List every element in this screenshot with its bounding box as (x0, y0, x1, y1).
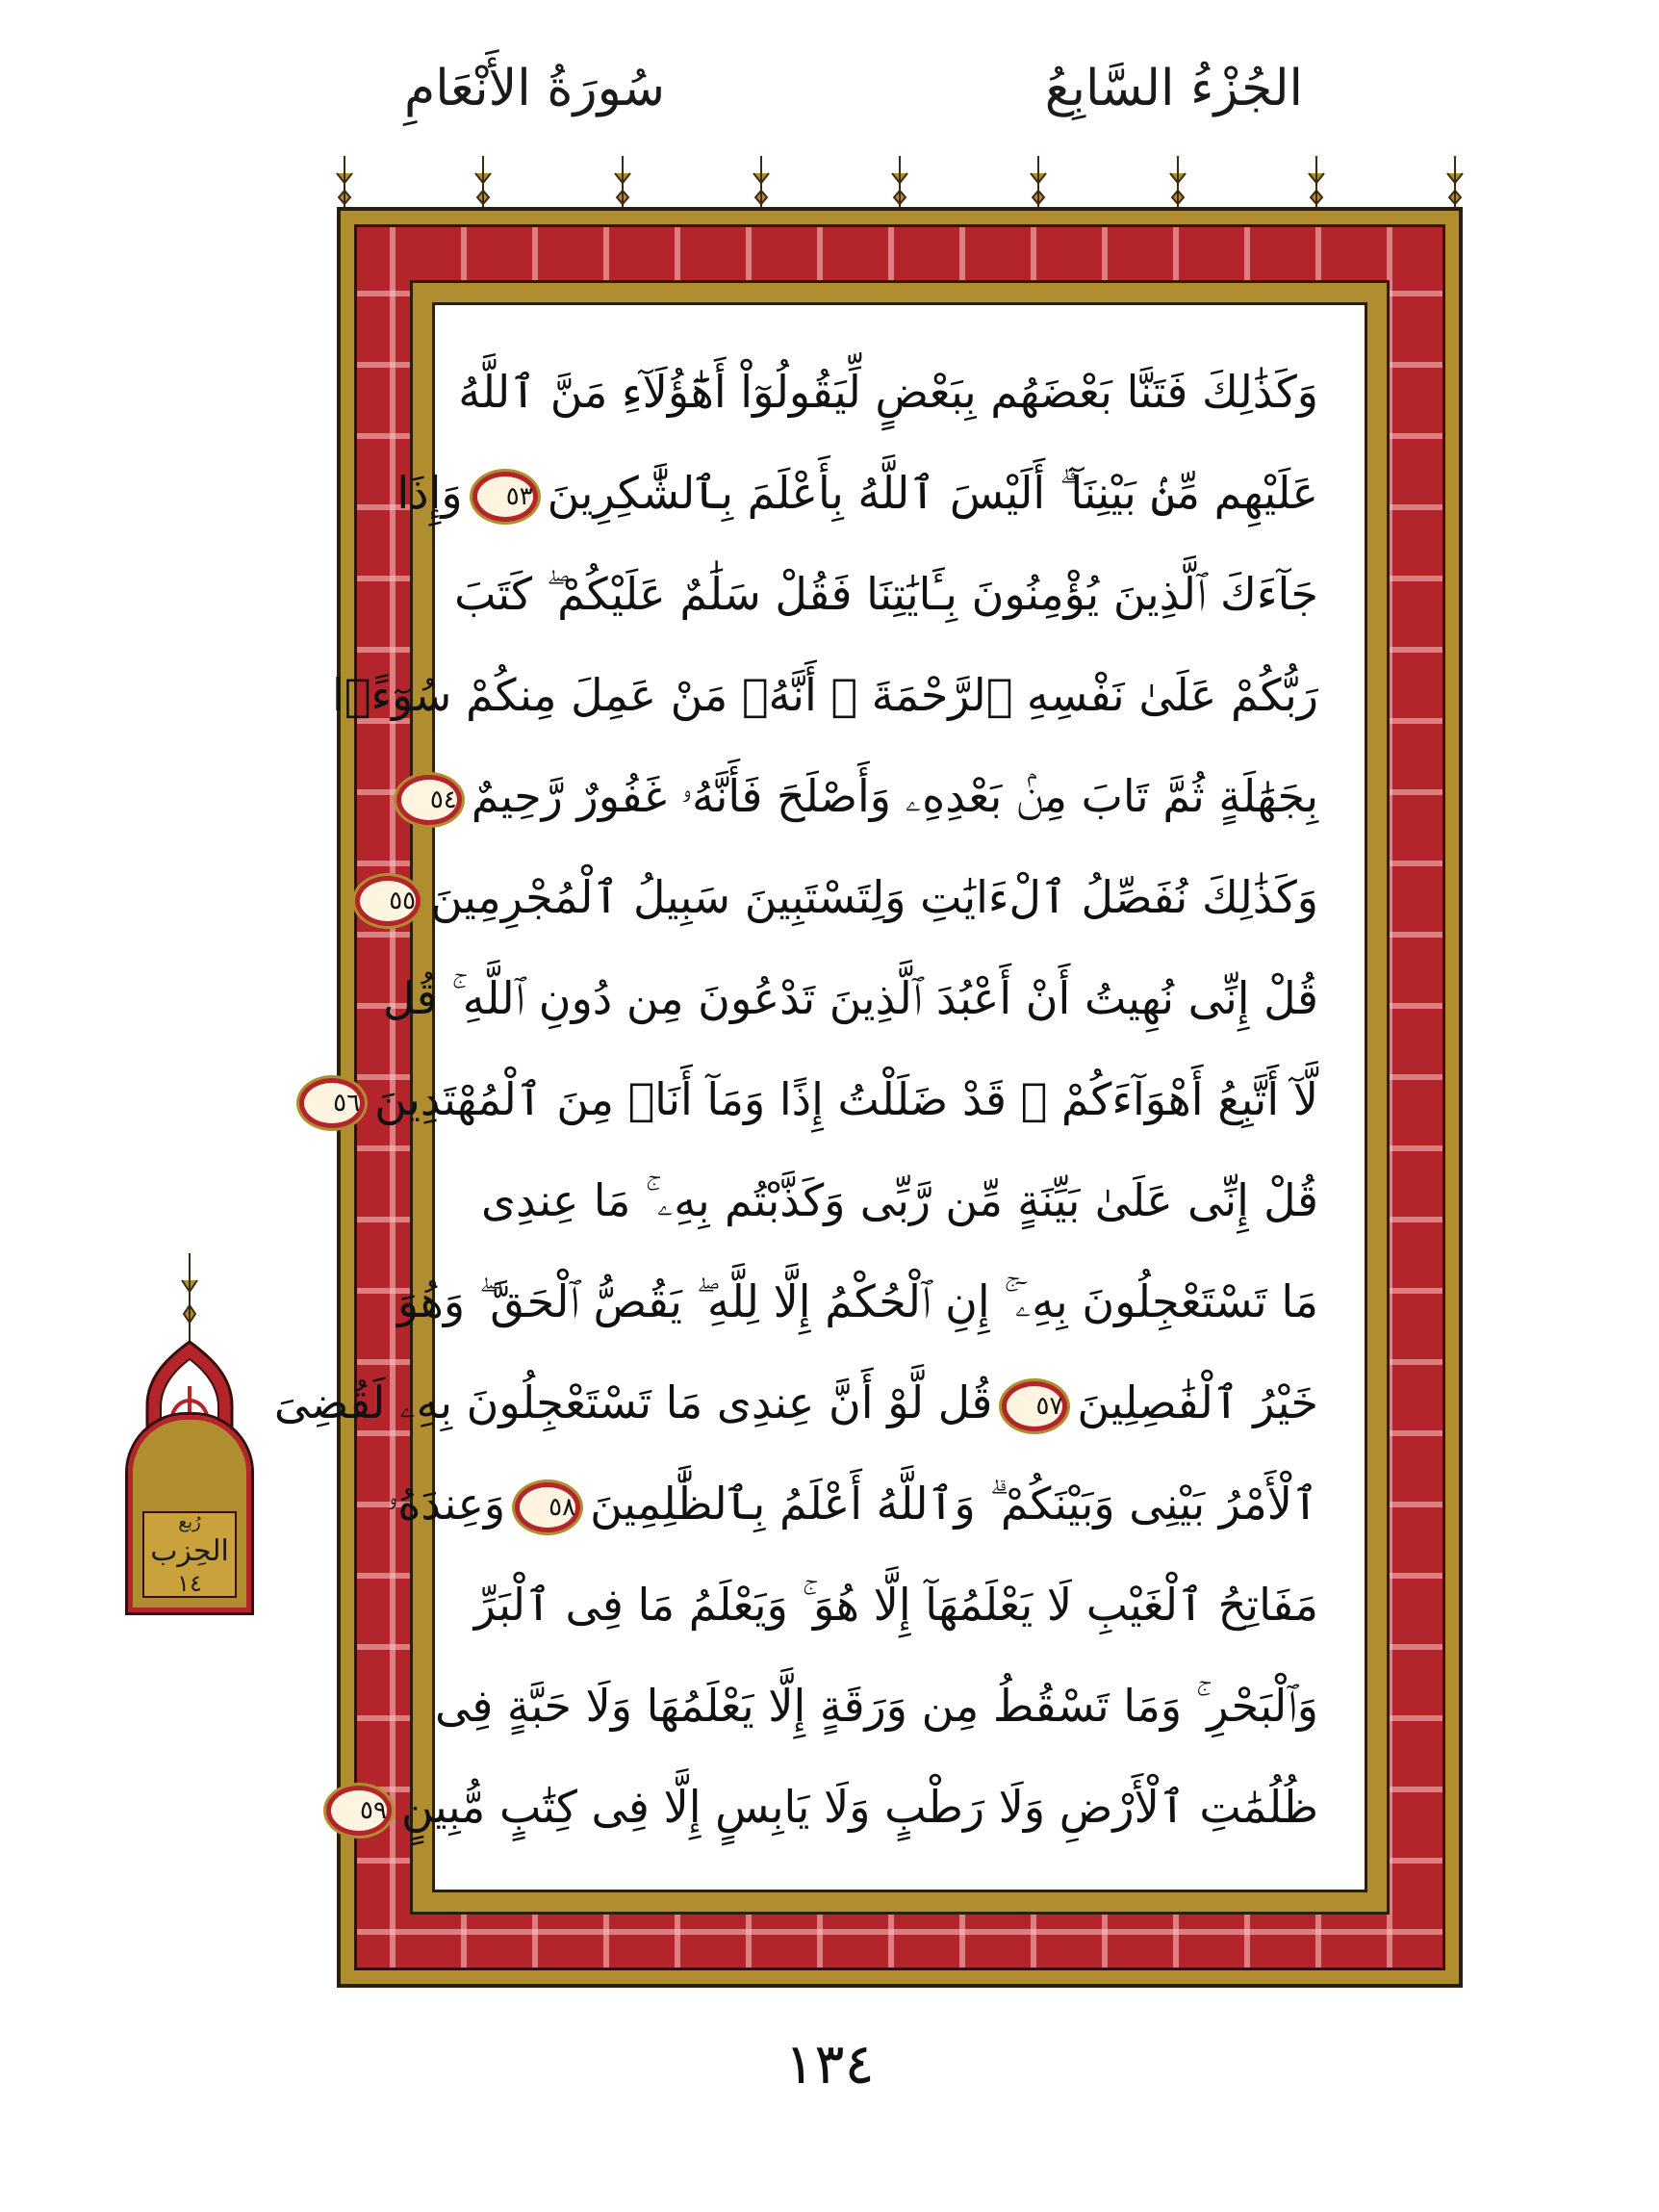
text-line-6 (389, 847, 1318, 948)
line-text: خَيْرُ ٱلْفَٰصِلِينَ (1077, 1376, 1318, 1428)
hizb-marker (120, 1251, 260, 1656)
ayah-marker: ٥٦ (299, 1078, 365, 1128)
text-line-4: رَبُّكُمْ عَلَىٰ نَفْسِهِ ٱلرَّحْمَةَ ۖ أَنَّهُۥ مَنْ عَمِلَ مِنكُمْ سُوٓءًۢا (332, 669, 1318, 721)
hizb-quarter: رُبع (178, 1512, 201, 1532)
line-text: عَلَيْهِم مِّنۢ بَيْنِنَآ ۗ أَلَيْسَ ٱللَّهُ بِأَعْلَمَ بِٱلشَّٰكِرِينَ (547, 467, 1318, 519)
frame-inner-gold (273, 280, 1390, 1915)
text-line-2 (396, 443, 1318, 544)
ayah-marker: ٥٥ (355, 876, 421, 926)
hizb-finial-icon (178, 1251, 201, 1348)
hizb-box (128, 1415, 251, 1612)
ayah-marker: ٥٣ (472, 472, 538, 522)
page-header-juz: الجُزْءُ السَّابِعُ (1044, 60, 1303, 117)
text-line-3: جَآءَكَ ٱلَّذِينَ يُؤْمِنُونَ بِـَٔايَٰتِنَا فَقُلْ سَلَٰمٌ عَلَيْكُمْ ۖ كَتَبَ (454, 568, 1318, 620)
text-line-10: مَا تَسْتَعْجِلُونَ بِهِۦٓ ۚ إِنِ ٱلْحُكْمُ إِلَّا لِلَّهِ ۖ يَقُصُّ ٱلْحَقَّ ۖ وَهُوَ (396, 1275, 1318, 1327)
page-number: ١٣٤ (784, 2031, 875, 2096)
text-area (273, 302, 1367, 1892)
hizb-label-panel (142, 1511, 237, 1598)
text-line-1: وَكَذَٰلِكَ فَتَنَّا بَعْضَهُم بِبَعْضٍ لِّيَقُولُوٓاْ أَهَٰٓؤُلَآءِ مَنَّ ٱللَّهُ (458, 366, 1318, 418)
line-text: وَإِذَا (396, 467, 463, 519)
ayah-marker: ٥٤ (396, 775, 462, 825)
text-line-8 (333, 1049, 1318, 1150)
line-text: ٱلْأَمْرُ بَيْنِى وَبَيْنَكُمْ ۗ وَٱللَّهُ أَعْلَمُ بِٱلظَّٰلِمِينَ (590, 1478, 1318, 1530)
text-line-13: مَفَاتِحُ ٱلْغَيْبِ لَا يَعْلَمُهَآ إِلَّا هُوَ ۚ وَيَعْلَمُ مَا فِى ٱلْبَرِّ (473, 1579, 1318, 1631)
hizb-label: الحِزب (150, 1534, 229, 1568)
text-line-14: وَٱلْبَحْرِ ۚ وَمَا تَسْقُطُ مِن وَرَقَةٍ إِلَّا يَعْلَمُهَا وَلَا حَبَّةٍ فِى (434, 1680, 1318, 1732)
line-text: وَكَذَٰلِكَ نُفَصِّلُ ٱلْءَايَٰتِ وَلِتَسْتَبِينَ سَبِيلُ ٱلْمُجْرِمِينَ (430, 871, 1318, 923)
text-line-12 (386, 1453, 1318, 1555)
ornamental-frame (273, 207, 1463, 1988)
ayah-marker: ٥٨ (515, 1482, 580, 1532)
text-line-9: قُلْ إِنِّى عَلَىٰ بَيِّنَةٍ مِّن رَّبِّى وَكَذَّبْتُم بِهِۦ ۚ مَا عِندِى (481, 1174, 1318, 1226)
hizb-number: ١٤ (177, 1570, 202, 1597)
ayah-marker: ٥٩ (326, 1786, 392, 1836)
page-header-surah: سُورَةُ الأَنْعَامِ (404, 60, 666, 117)
line-text: قُل لَّوْ أَنَّ عِندِى مَا تَسْتَعْجِلُونَ بِهِۦ لَقُضِىَ (273, 1376, 993, 1428)
text-line-7: قُلْ إِنِّى نُهِيتُ أَنْ أَعْبُدَ ٱلَّذِينَ تَدْعُونَ مِن دُونِ ٱللَّهِ ۚ قُل (382, 972, 1318, 1024)
text-line-5 (429, 746, 1318, 847)
line-text: بِجَهَٰلَةٍ ثُمَّ تَابَ مِنۢ بَعْدِهِۦ وَأَصْلَحَ فَأَنَّهُۥ غَفُورٌ رَّحِيمٌ (471, 770, 1318, 822)
line-text: ظُلُمَٰتِ ٱلْأَرْضِ وَلَا رَطْبٍ وَلَا يَابِسٍ إِلَّا فِى كِتَٰبٍ مُّبِينٍ (400, 1781, 1318, 1833)
ayah-marker: ٥٧ (1002, 1381, 1067, 1431)
text-line-11 (273, 1352, 1318, 1453)
line-text: لَّآ أَتَّبِعُ أَهْوَآءَكُمْ ۙ قَدْ ضَلَلْتُ إِذًا وَمَآ أَنَا۠ مِنَ ٱلْمُهْتَدِينَ (374, 1073, 1318, 1125)
text-line-15 (359, 1757, 1318, 1858)
line-text: وَعِندَهُۥ (386, 1478, 506, 1530)
